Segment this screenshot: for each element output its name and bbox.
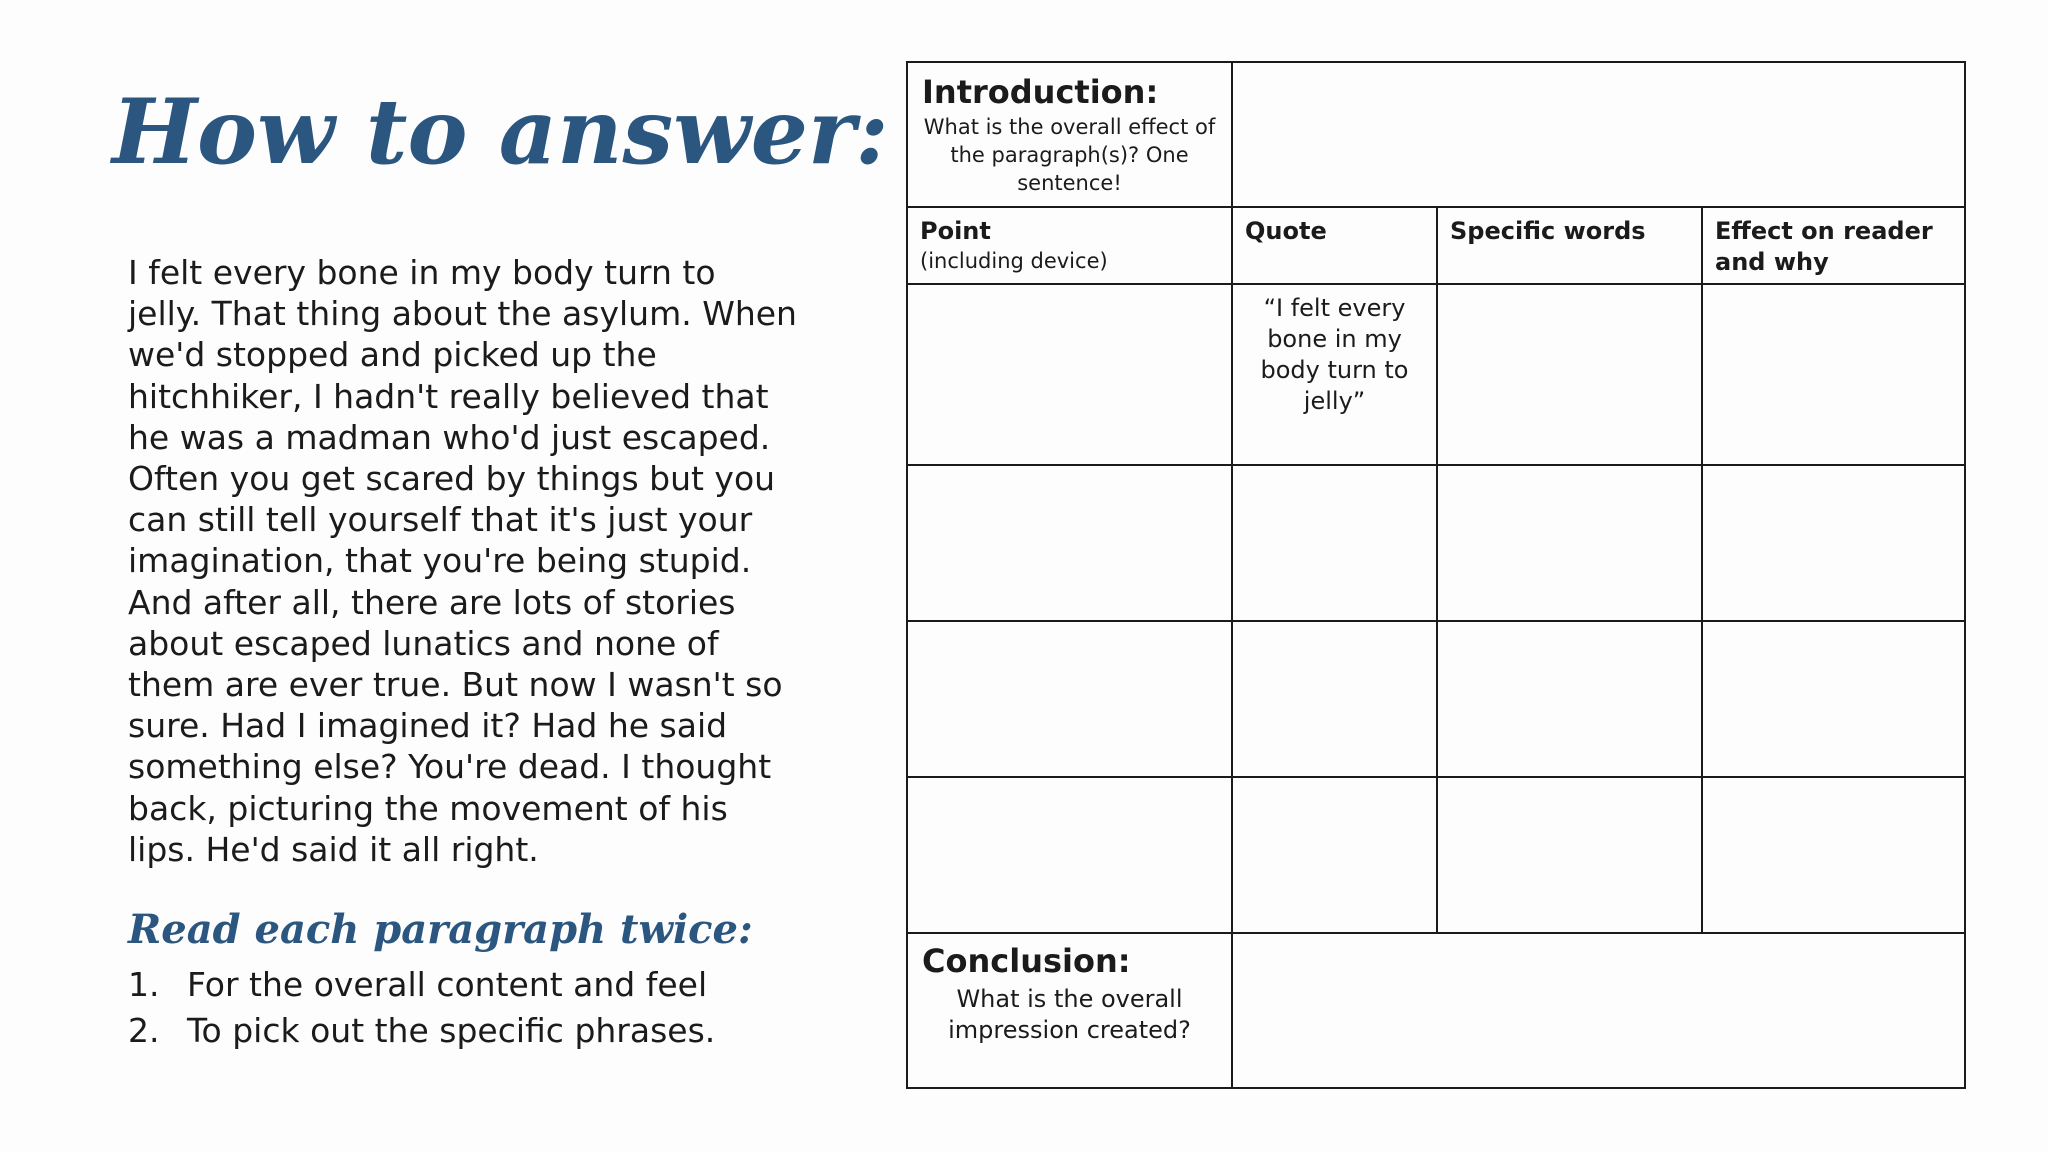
header-effect <box>1703 208 1964 285</box>
introduction-prompt: What is the overall effect of the paragraph(s)? One sentence! <box>923 115 1216 196</box>
header-point-note: (including device) <box>920 249 1108 273</box>
conclusion-cell <box>908 934 1233 1087</box>
header-quote-label: Quote <box>1245 217 1327 245</box>
step-text: To pick out the specific phrases. <box>187 1011 716 1050</box>
page-title: How to answer: <box>112 79 889 185</box>
introduction-answer-cell[interactable] <box>1233 63 1964 208</box>
header-point <box>908 208 1233 285</box>
introduction-label: Introduction: <box>922 73 1159 111</box>
specific-words-cell[interactable] <box>1438 285 1703 466</box>
header-effect-label: Effect on reader and why <box>1715 217 1933 276</box>
step-text: For the overall content and feel <box>187 965 708 1004</box>
quote-cell[interactable] <box>1233 285 1438 466</box>
header-specific-words <box>1438 208 1703 285</box>
effect-cell[interactable] <box>1703 622 1964 778</box>
quote-cell[interactable] <box>1233 622 1438 778</box>
specific-words-cell[interactable] <box>1438 466 1703 622</box>
step-number: 1. <box>128 965 160 1004</box>
conclusion-label: Conclusion: <box>922 942 1131 980</box>
effect-cell[interactable] <box>1703 285 1964 466</box>
point-cell[interactable] <box>908 778 1233 934</box>
specific-words-cell[interactable] <box>1438 622 1703 778</box>
effect-cell[interactable] <box>1703 466 1964 622</box>
example-quote: “I felt every bone in my body turn to jelly” <box>1260 294 1409 415</box>
point-cell[interactable] <box>908 285 1233 466</box>
quote-cell[interactable] <box>1233 466 1438 622</box>
introduction-cell <box>908 63 1233 208</box>
quote-cell[interactable] <box>1233 778 1438 934</box>
reading-steps-list <box>128 962 715 1054</box>
analysis-table <box>906 61 1966 1089</box>
reading-step <box>128 962 715 1008</box>
extract-passage: I felt every bone in my body turn to jelly. That thing about the asylum. When we'd stopped and picked up the hitchhiker, I hadn't really believed that he was a madman who'd just escaped. Often you get scared by things but you can still tell yourself that it's just your imagination, that you're being stupid. And after all, there are lots of stories about escaped lunatics and none of them are ever true. But now I wasn't so sure. Had I imagined it? Had he said something else? You're dead. I thought back, picturing the movement of his lips. He'd said it all right. <box>128 253 797 869</box>
point-cell[interactable] <box>908 466 1233 622</box>
point-cell[interactable] <box>908 622 1233 778</box>
effect-cell[interactable] <box>1703 778 1964 934</box>
reading-step <box>128 1008 715 1054</box>
header-specific-words-label: Specific words <box>1450 217 1646 245</box>
conclusion-answer-cell[interactable] <box>1233 934 1964 1087</box>
header-quote <box>1233 208 1438 285</box>
header-point-label: Point <box>920 217 991 245</box>
specific-words-cell[interactable] <box>1438 778 1703 934</box>
conclusion-prompt: What is the overall impression created? <box>948 985 1191 1045</box>
reading-instructions-heading: Read each paragraph twice: <box>128 906 753 953</box>
step-number: 2. <box>128 1011 160 1050</box>
